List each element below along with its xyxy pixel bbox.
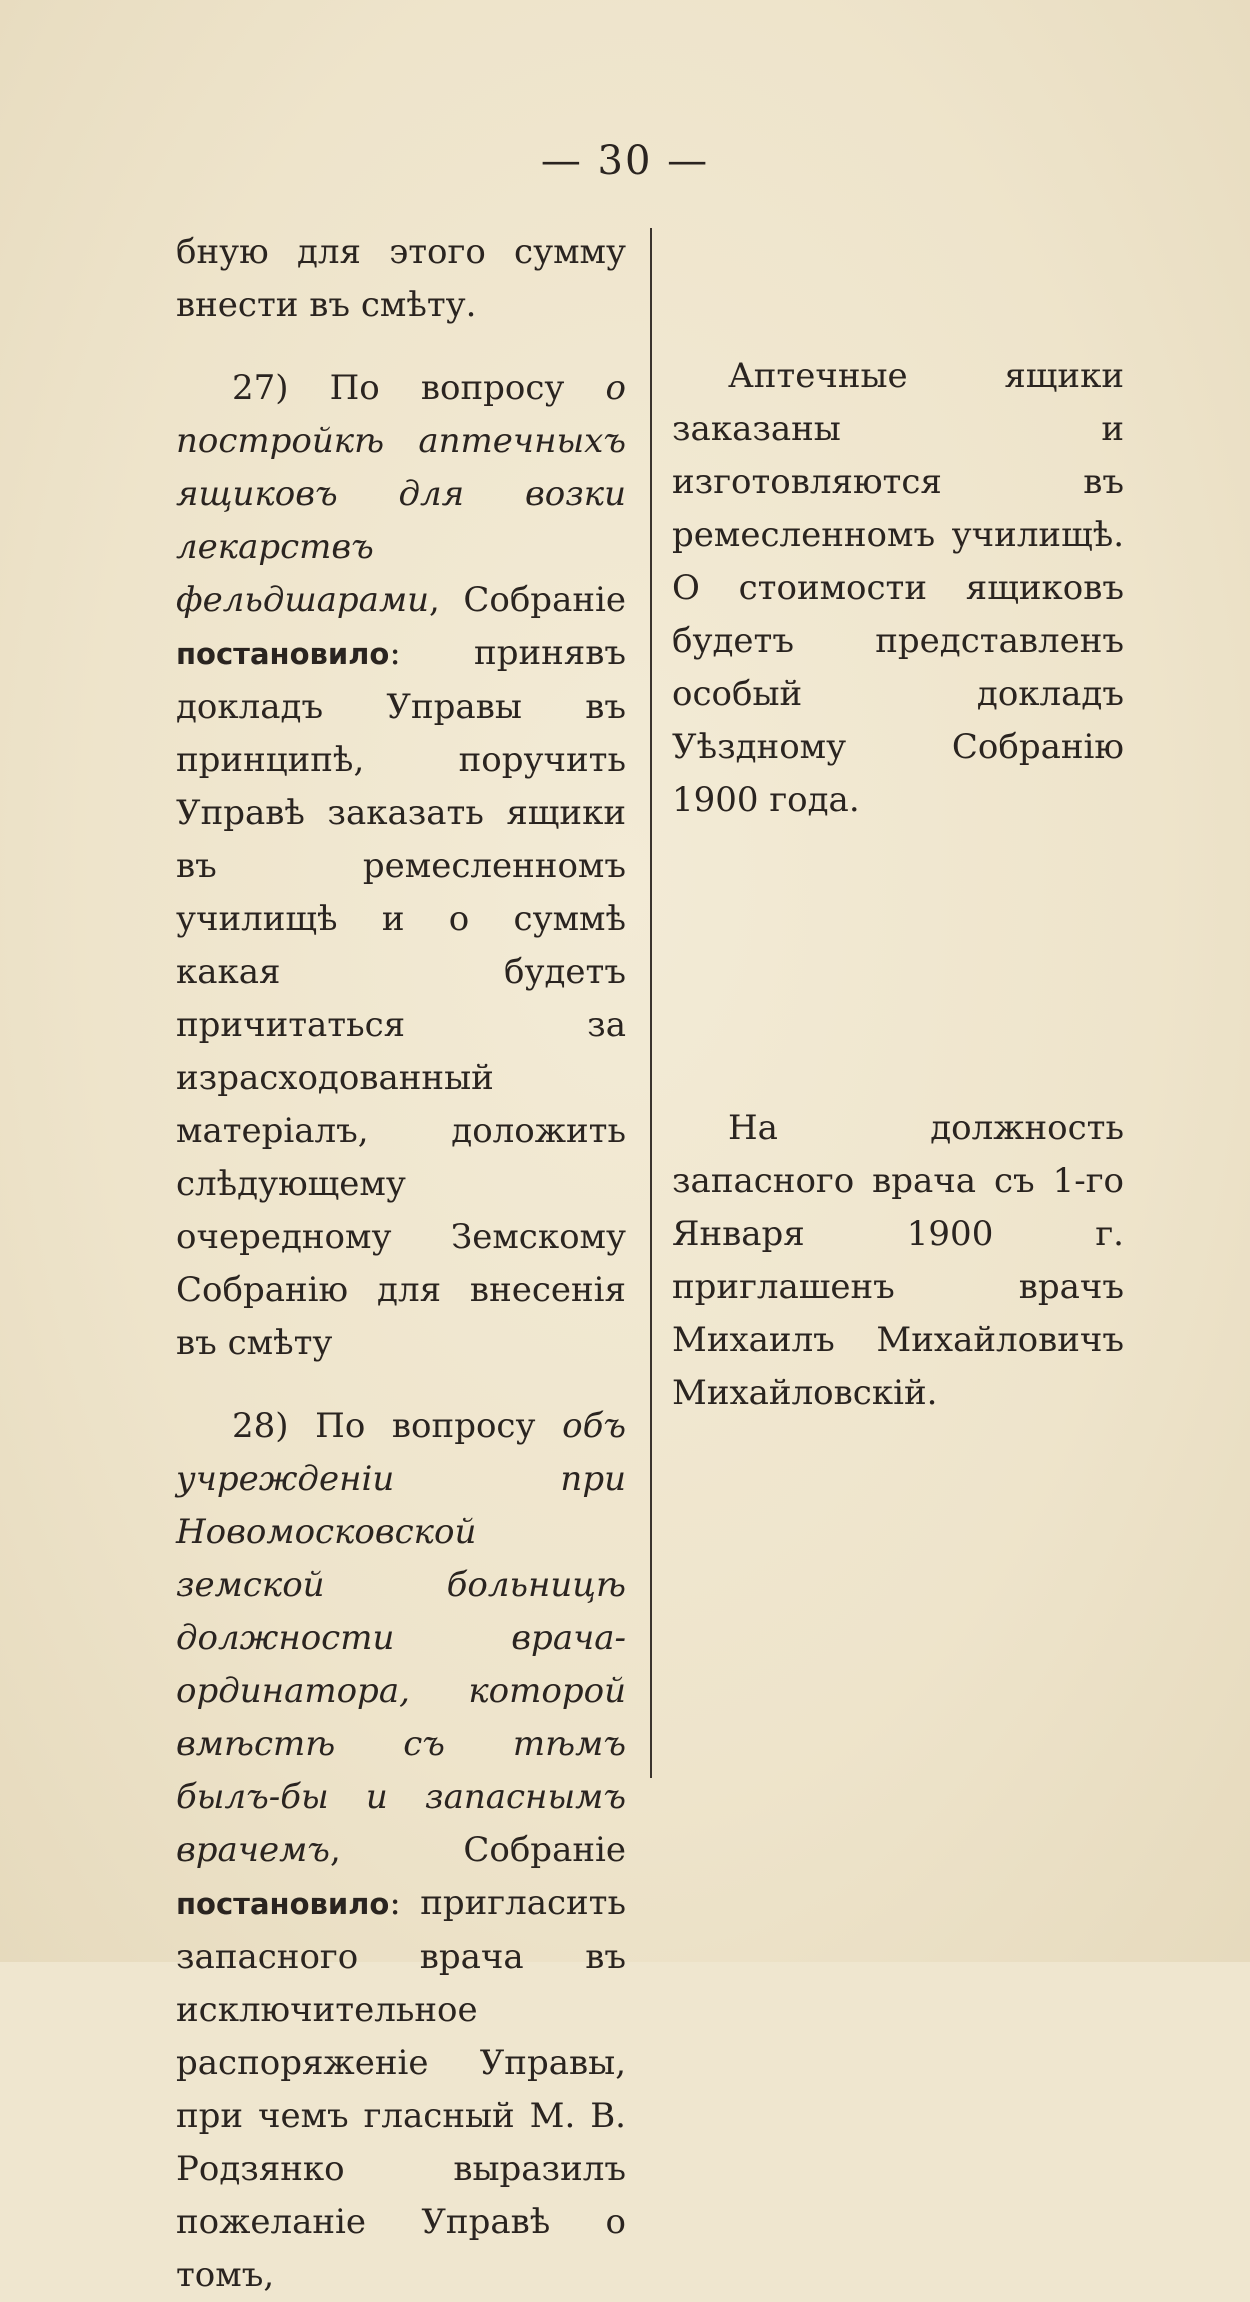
paragraph-27-decision: постановило [176,637,390,671]
right-column-note-28 [672,1102,1124,1420]
left-column [176,226,626,2302]
paragraph-continuation: бную для этого сумму внести въ смѣту. [176,232,626,325]
paragraph-28-topic: объ учрежденіи при Новомосковской земской больницѣ должности врача-ординатора, которой вмѣстѣ съ тѣмъ былъ-бы и запаснымъ врачемъ [176,1406,626,1870]
paragraph-27-lead: 27) По вопросу [232,368,606,408]
paragraph-27 [176,362,626,1370]
column-divider [650,228,652,1778]
paragraph-28-lead: 28) По вопросу [232,1406,563,1446]
page-number: — 30 — [540,138,710,184]
paragraph-27-body: : принявъ докладъ Управы въ принципѣ, поручить Управѣ заказать ящики въ ремесленномъ училищѣ и о суммѣ какая будетъ причитаться за израсходованный матеріалъ, доложить слѣдующему очередному Земскому Собранію для внесенія въ смѣту [176,633,626,1363]
paragraph-28-decision: постановило [176,1887,390,1921]
paragraph-28 [176,1400,626,2302]
note-27-text: Аптечные ящики заказаны и изготовляются въ ремесленномъ училищѣ. О стоимости ящиковъ будетъ представленъ особый докладъ Уѣздному Собранію 1900 года. [672,356,1124,820]
right-column-note-27 [672,350,1124,827]
paragraph-27-topic: о постройкѣ аптечныхъ ящиковъ для возки лекарствъ фельдшарами [176,368,626,620]
paragraph-27-separator: , Собраніе [429,580,626,620]
paragraph-28-body: : пригласить запасного врача въ исключительное распоряженіе Управы, при чемъ гласный М. В. Родзянко выразилъ пожеланіе Управѣ о томъ, [176,1883,626,2295]
note-28-text: На должность запасного врача съ 1-го Января 1900 г. приглашенъ врачъ Михаилъ Михайловичъ Михайловскій. [672,1108,1124,1413]
paragraph-28-separator: , Собраніе [329,1830,626,1870]
